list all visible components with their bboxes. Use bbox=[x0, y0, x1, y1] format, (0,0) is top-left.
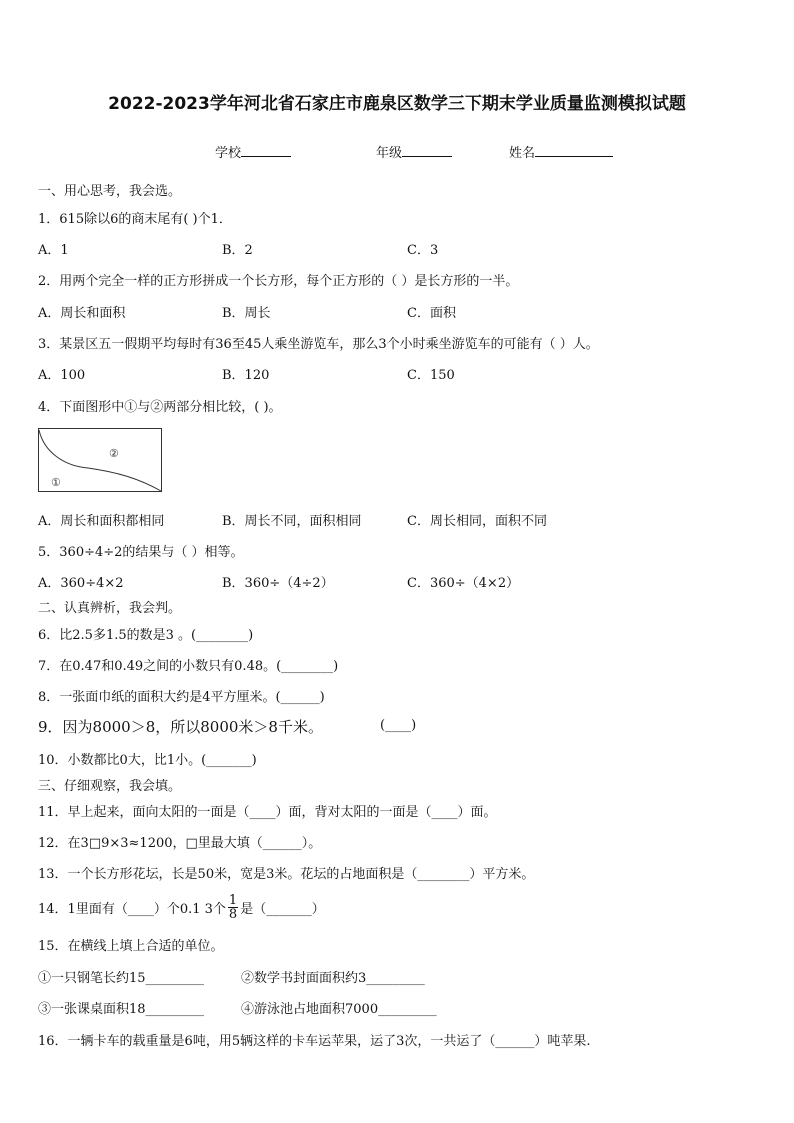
school-blank[interactable] bbox=[241, 143, 291, 157]
question-14 bbox=[38, 889, 325, 925]
q3-option-c: C．150 bbox=[407, 368, 455, 383]
q4-option-c: C．周长相同，面积不同 bbox=[407, 514, 547, 529]
question-1: 1．615除以6的商末尾有( )个1． bbox=[38, 212, 232, 227]
grade-blank[interactable] bbox=[402, 143, 452, 157]
question-6: 6．比2.5多1.5的数是3 。(________) bbox=[38, 628, 254, 643]
question-16: 16．一辆卡车的载重量是6吨，用5辆这样的卡车运苹果，运了3次，一共运了（______）吨苹果. bbox=[38, 1034, 591, 1049]
page-title: 2022-2023学年河北省石家庄市鹿泉区数学三下期末学业质量监测模拟试题 bbox=[108, 94, 686, 114]
question-13: 13．一个长方形花坛，长是50米，宽是3米。花坛的占地面积是（________）平方米。 bbox=[38, 867, 535, 882]
question-9: 9．因为8000＞8，所以8000米＞8千米。 bbox=[38, 718, 323, 736]
q14-text-start: 14．1里面有（____）个0.1 3个 bbox=[38, 901, 226, 917]
question-10: 10．小数都比0大，比1小。(_______) bbox=[38, 753, 257, 768]
question-8: 8．一张面巾纸的面积大约是4平方厘米。(______) bbox=[38, 690, 325, 705]
q4-figure-label-2: ② bbox=[109, 447, 119, 460]
name-blank[interactable] bbox=[535, 143, 613, 157]
q3-option-b: B．120 bbox=[222, 368, 270, 383]
q2-option-a: A．周长和面积 bbox=[38, 306, 126, 321]
section-1-heading: 一、用心思考，我会选。 bbox=[38, 184, 182, 199]
q15-item-1: ①一只钢笔长约15_________ bbox=[38, 971, 205, 986]
q9-answer-paren[interactable]: (____) bbox=[380, 718, 417, 733]
grade-field[interactable] bbox=[376, 142, 452, 161]
question-4: 4．下面图形中①与②两部分相比较，( )。 bbox=[38, 400, 282, 415]
q4-option-a: A．周长和面积都相同 bbox=[38, 514, 165, 529]
q4-figure bbox=[38, 428, 162, 492]
school-field[interactable] bbox=[215, 142, 291, 161]
section-3-heading: 三、仔细观察，我会填。 bbox=[38, 779, 182, 794]
q2-option-c: C．面积 bbox=[407, 306, 456, 321]
q14-fraction-denominator: 8 bbox=[228, 906, 238, 922]
q14-fraction-numerator: 1 bbox=[228, 892, 238, 908]
section-2-heading: 二、认真辨析，我会判。 bbox=[38, 601, 182, 616]
q1-option-a: A．1 bbox=[38, 243, 69, 258]
school-label: 学校 bbox=[215, 146, 242, 161]
question-2: 2．用两个完全一样的正方形拼成一个长方形，每个正方形的（ ）是长方形的一半。 bbox=[38, 274, 519, 289]
q5-option-c: C．360÷（4×2） bbox=[407, 576, 520, 591]
q1-option-b: B．2 bbox=[222, 243, 253, 258]
question-11: 11．早上起来，面向太阳的一面是（____）面，背对太阳的一面是（____）面。 bbox=[38, 805, 497, 820]
q1-option-c: C．3 bbox=[407, 243, 439, 258]
name-label: 姓名 bbox=[509, 146, 536, 161]
q14-text-end: 是（_______） bbox=[240, 901, 325, 917]
q3-option-a: A．100 bbox=[38, 368, 86, 383]
q15-item-2: ②数学书封面面积约3_________ bbox=[241, 971, 425, 986]
q15-item-3: ③一张课桌面积18_________ bbox=[38, 1002, 205, 1017]
q2-option-b: B．周长 bbox=[222, 306, 271, 321]
question-5: 5．360÷4÷2的结果与（ ）相等。 bbox=[38, 545, 244, 560]
grade-label: 年级 bbox=[376, 146, 403, 161]
q5-option-b: B．360÷（4÷2） bbox=[222, 576, 334, 591]
q4-figure-label-1: ① bbox=[51, 476, 61, 489]
question-15: 15．在横线上填上合适的单位。 bbox=[38, 939, 224, 954]
question-12: 12．在3□9×3≈1200，□里最大填（______）。 bbox=[38, 836, 322, 851]
q4-option-b: B．周长不同，面积相同 bbox=[222, 514, 362, 529]
name-field[interactable] bbox=[509, 142, 613, 161]
q14-fraction bbox=[228, 894, 238, 921]
question-3: 3．某景区五一假期平均每时有36至45人乘坐游览车，那么3个小时乘坐游览车的可能有（ ）人。 bbox=[38, 337, 599, 352]
question-7: 7．在0.47和0.49之间的小数只有0.48。(________) bbox=[38, 659, 339, 674]
q5-option-a: A．360÷4×2 bbox=[38, 576, 124, 591]
q15-item-4: ④游泳池占地面积7000_________ bbox=[241, 1002, 437, 1017]
